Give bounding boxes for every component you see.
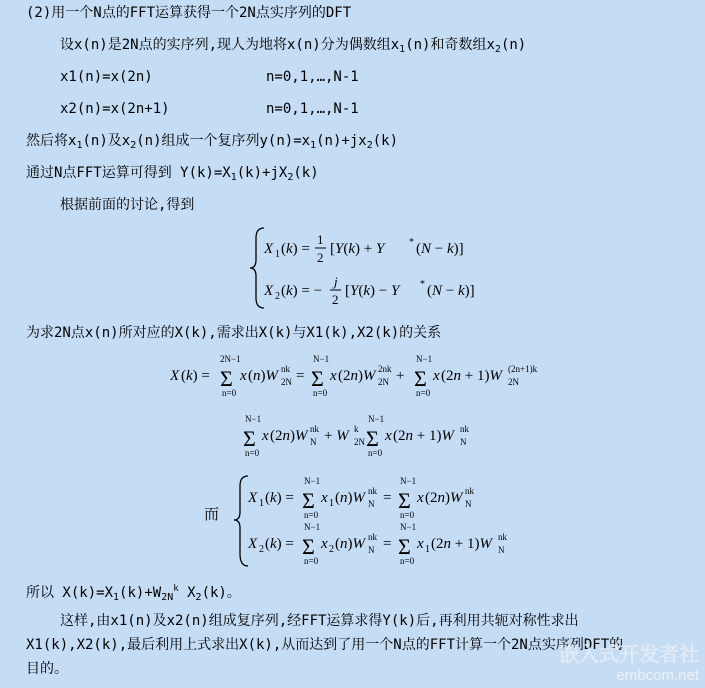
svg-text:N: N	[310, 437, 317, 447]
x2-definition: x2(n)=x(2n+1)	[60, 101, 170, 117]
svg-text:+ W: + W	[324, 428, 349, 444]
svg-text:Σ: Σ	[220, 366, 233, 391]
svg-text:(n)W: (n)W	[335, 490, 365, 506]
svg-text:nk: nk	[460, 424, 469, 434]
svg-text:X: X	[264, 241, 274, 257]
svg-text:2N: 2N	[378, 377, 389, 387]
watermark	[559, 638, 699, 684]
relation-question: 为求2N点x(n)所对应的X(k),需求出X(k)与X1(k),X2(k)的关系	[26, 325, 442, 341]
conclusion-line-2: X1(k),X2(k),最后利用上式求出X(k),从而达到了用一个N点的FFT计算一个2N点实序列DFT的	[26, 637, 624, 653]
svg-text:2: 2	[329, 544, 334, 555]
svg-text:1: 1	[259, 498, 264, 509]
svg-text:nk: nk	[498, 532, 507, 542]
svg-text:2N: 2N	[281, 377, 292, 387]
svg-text:=: =	[296, 368, 305, 384]
formula-x1-x2	[250, 222, 480, 314]
svg-text:n=0: n=0	[368, 448, 383, 458]
svg-text:(2n + 1)W: (2n + 1)W	[441, 368, 502, 384]
svg-text:Σ: Σ	[414, 366, 427, 391]
svg-text:(N − k)]: (N − k)]	[427, 283, 475, 299]
svg-text:N: N	[368, 545, 375, 555]
svg-text:(2n)W: (2n)W	[338, 368, 376, 384]
svg-text:(n)W: (n)W	[335, 536, 365, 552]
svg-text:(k) =: (k) =	[181, 368, 210, 384]
svg-text:1: 1	[329, 498, 334, 509]
svg-text:x: x	[240, 368, 247, 384]
conclusion-line-1: 这样,由x1(n)及x2(n)组成复序列,经FFT运算求得Y(k)后,再利用共轭对称性求出	[60, 613, 579, 629]
svg-text:x: x	[417, 536, 424, 552]
svg-text:X: X	[170, 368, 180, 384]
conclusion-line-3: 目的。	[26, 661, 68, 677]
svg-text:(k) = −: (k) = −	[281, 283, 323, 299]
combine-line: 然后将$x_1(n)$及$x_2(n)$组成一个复序列$y(n)=x_1(n)+jx_2(k)$	[26, 133, 399, 151]
heading: (2)用一个N点的FFT运算获得一个2N点实序列的DFT	[26, 5, 352, 21]
svg-text:1: 1	[317, 232, 324, 247]
svg-text:nk: nk	[281, 364, 290, 374]
svg-text:2N: 2N	[354, 437, 365, 447]
svg-text:n=0: n=0	[313, 388, 328, 398]
svg-text:1: 1	[275, 249, 280, 260]
svg-text:X: X	[248, 490, 258, 506]
svg-text:(k) =: (k) =	[265, 490, 294, 506]
svg-text:nk: nk	[368, 486, 377, 496]
svg-text:2N−1: 2N−1	[220, 354, 241, 364]
svg-text:(2n)W: (2n)W	[270, 428, 308, 444]
svg-text:Σ: Σ	[302, 488, 315, 513]
x1-range: n=0,1,…,N-1	[266, 69, 359, 85]
svg-text:x: x	[330, 368, 337, 384]
svg-text:nk: nk	[368, 532, 377, 542]
intro-line: 设x(n)是2N点的实序列,现人为地将x(n)分为偶数组$x_1(n)$和奇数组$x_2(n)$	[60, 37, 527, 55]
svg-text:2: 2	[259, 544, 264, 555]
svg-text:n=0: n=0	[245, 448, 260, 458]
svg-text:(k) =: (k) =	[265, 536, 294, 552]
x2-range: n=0,1,…,N-1	[266, 101, 359, 117]
formula-xk-expansion	[170, 352, 550, 462]
svg-text:N: N	[368, 499, 375, 509]
svg-text:[Y(k) − Y: [Y(k) − Y	[345, 283, 400, 299]
svg-text:(2n+1)k: (2n+1)k	[508, 364, 538, 374]
svg-text:X: X	[248, 536, 258, 552]
svg-text:+: +	[396, 368, 405, 384]
svg-text:(N − k)]: (N − k)]	[416, 241, 464, 257]
svg-text:=: =	[383, 536, 392, 552]
svg-text:n=0: n=0	[400, 510, 415, 520]
svg-text:n=0: n=0	[222, 388, 237, 398]
discussion-line: 根据前面的讨论,得到	[60, 197, 195, 213]
svg-text:N−1: N−1	[304, 476, 321, 486]
svg-text:x: x	[262, 428, 269, 444]
svg-text:2N: 2N	[508, 377, 519, 387]
svg-text:X: X	[264, 283, 274, 299]
svg-text:N−1: N−1	[400, 522, 417, 532]
svg-text:x: x	[433, 368, 440, 384]
svg-text:N: N	[465, 499, 472, 509]
svg-text:[Y(k) + Y: [Y(k) + Y	[330, 241, 385, 257]
svg-text:(2n + 1)W: (2n + 1)W	[393, 428, 454, 444]
svg-text:N−1: N−1	[313, 354, 330, 364]
svg-text:x: x	[321, 536, 328, 552]
svg-text:Σ: Σ	[302, 534, 315, 559]
svg-text:2: 2	[332, 292, 339, 307]
svg-text:n=0: n=0	[304, 556, 319, 566]
svg-text:Σ: Σ	[398, 488, 411, 513]
svg-text:j: j	[334, 274, 338, 289]
svg-text:n=0: n=0	[400, 556, 415, 566]
svg-text:Σ: Σ	[366, 426, 379, 451]
svg-text:(n)W: (n)W	[248, 368, 278, 384]
svg-text:2: 2	[317, 250, 324, 265]
svg-text:x: x	[321, 490, 328, 506]
svg-text:N−1: N−1	[245, 414, 262, 424]
svg-text:k: k	[354, 424, 359, 434]
svg-text:n=0: n=0	[304, 510, 319, 520]
svg-text:N−1: N−1	[400, 476, 417, 486]
watermark-title: 嵌入式开发者社	[559, 644, 699, 666]
svg-text:(2n)W: (2n)W	[425, 490, 463, 506]
x1-definition: x1(n)=x(2n)	[60, 69, 153, 85]
svg-text:N: N	[460, 437, 467, 447]
svg-text:Σ: Σ	[243, 426, 256, 451]
svg-text:N−1: N−1	[416, 354, 433, 364]
formula-x1-x2-sums	[234, 470, 524, 572]
svg-text:x: x	[417, 490, 424, 506]
svg-text:=: =	[383, 490, 392, 506]
watermark-url: embcom.net	[616, 667, 699, 684]
svg-text:(k) =: (k) =	[281, 241, 310, 257]
svg-text:nk: nk	[310, 424, 319, 434]
svg-text:N: N	[498, 545, 505, 555]
svg-text:*: *	[409, 237, 414, 248]
svg-text:2: 2	[275, 291, 280, 302]
er-label: 而	[204, 505, 220, 523]
svg-text:Σ: Σ	[398, 534, 411, 559]
conclusion-formula: 所以 $X(k)=X_1(k)+W_{2N}^k$ $X_2(k)$。	[26, 584, 241, 603]
fft-line: 通过N点FFT运算可得到 $Y(k)=X_1(k)+jX_2(k)$	[26, 165, 319, 183]
svg-text:Σ: Σ	[311, 366, 324, 391]
svg-text:n=0: n=0	[416, 388, 431, 398]
svg-text:1: 1	[425, 544, 430, 555]
svg-text:*: *	[420, 279, 425, 290]
svg-text:nk: nk	[465, 486, 474, 496]
svg-text:N−1: N−1	[304, 522, 321, 532]
svg-text:(2n + 1)W: (2n + 1)W	[431, 536, 492, 552]
svg-text:x: x	[385, 428, 392, 444]
svg-text:2nk: 2nk	[378, 364, 392, 374]
svg-text:N−1: N−1	[368, 414, 385, 424]
